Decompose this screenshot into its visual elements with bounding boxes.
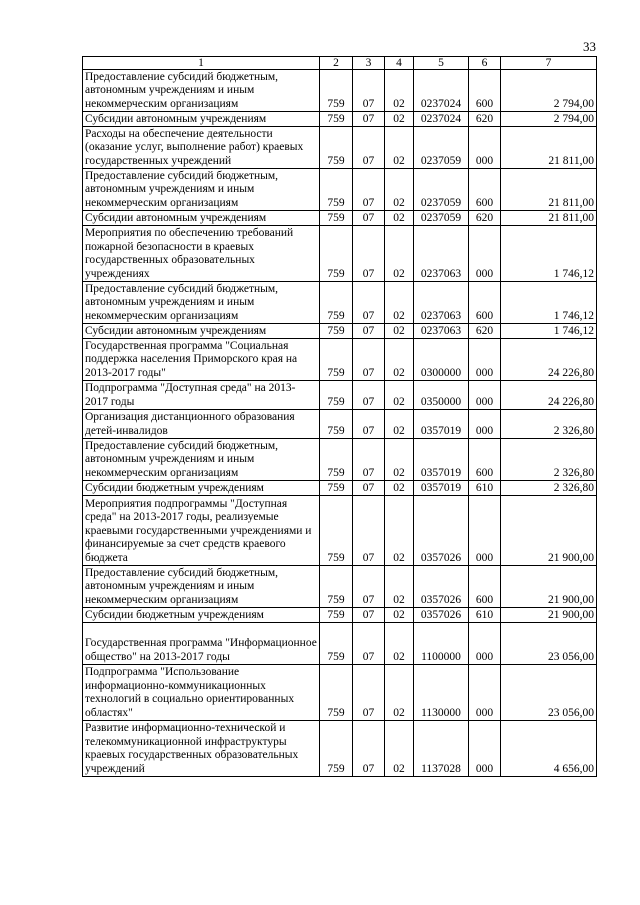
- table-row: [83, 226, 597, 282]
- expense-type-code: 000: [469, 226, 501, 282]
- expense-type-code: 000: [469, 665, 501, 721]
- amount: 23 056,00: [501, 665, 597, 721]
- subsection-code: 02: [385, 566, 414, 608]
- section-code: 07: [353, 381, 385, 410]
- column-header-2: 2: [320, 57, 353, 70]
- header-row: [83, 57, 597, 70]
- target-article-code: 0300000: [414, 339, 469, 381]
- expense-type-code: 000: [469, 339, 501, 381]
- section-code: 07: [353, 496, 385, 566]
- target-article-code: 1130000: [414, 665, 469, 721]
- row-name: Субсидии автономным учреждениям: [83, 112, 320, 127]
- amount: 21 900,00: [501, 496, 597, 566]
- amount: 1 746,12: [501, 282, 597, 324]
- amount: 1 746,12: [501, 226, 597, 282]
- target-article-code: 0357026: [414, 496, 469, 566]
- amount: 2 326,80: [501, 410, 597, 439]
- row-name: Субсидии автономным учреждениям: [83, 211, 320, 226]
- row-name: Мероприятия подпрограммы "Доступная среда" на 2013-2017 годы, реализуемые краевыми государственными учреждениями и финансируемые за счет средств краевого бюджета: [83, 496, 320, 566]
- row-name: Предоставление субсидий бюджетным, автономным учреждениям и иным некоммерческим организациям: [83, 70, 320, 112]
- ministry-code: 759: [320, 566, 353, 608]
- row-name: Организация дистанционного образования детей-инвалидов: [83, 410, 320, 439]
- target-article-code: 0237059: [414, 127, 469, 169]
- row-name: Предоставление субсидий бюджетным, автономным учреждениям и иным некоммерческим организациям: [83, 566, 320, 608]
- ministry-code: 759: [320, 410, 353, 439]
- ministry-code: 759: [320, 70, 353, 112]
- expense-type-code: 620: [469, 211, 501, 226]
- amount: 2 794,00: [501, 70, 597, 112]
- column-header-4: 4: [385, 57, 414, 70]
- amount: 21 811,00: [501, 169, 597, 211]
- row-name: Предоставление субсидий бюджетным, автономным учреждениям и иным некоммерческим организациям: [83, 169, 320, 211]
- subsection-code: 02: [385, 721, 414, 777]
- expense-type-code: 610: [469, 608, 501, 623]
- section-code: 07: [353, 211, 385, 226]
- section-code: 07: [353, 623, 385, 665]
- expense-type-code: 000: [469, 410, 501, 439]
- amount: 4 656,00: [501, 721, 597, 777]
- table-row: [83, 339, 597, 381]
- expense-type-code: 620: [469, 324, 501, 339]
- section-code: 07: [353, 721, 385, 777]
- target-article-code: 0237059: [414, 169, 469, 211]
- column-header-1: 1: [83, 57, 320, 70]
- expense-type-code: 600: [469, 566, 501, 608]
- section-code: 07: [353, 410, 385, 439]
- subsection-code: 02: [385, 481, 414, 496]
- section-code: 07: [353, 112, 385, 127]
- target-article-code: 0237059: [414, 211, 469, 226]
- target-article-code: 0357026: [414, 608, 469, 623]
- amount: 23 056,00: [501, 623, 597, 665]
- target-article-code: 0350000: [414, 381, 469, 410]
- expense-type-code: 000: [469, 381, 501, 410]
- expense-type-code: 000: [469, 127, 501, 169]
- subsection-code: 02: [385, 112, 414, 127]
- subsection-code: 02: [385, 665, 414, 721]
- ministry-code: 759: [320, 339, 353, 381]
- section-code: 07: [353, 282, 385, 324]
- ministry-code: 759: [320, 127, 353, 169]
- target-article-code: 1137028: [414, 721, 469, 777]
- section-code: 07: [353, 226, 385, 282]
- table-row: [83, 665, 597, 721]
- subsection-code: 02: [385, 623, 414, 665]
- target-article-code: 0357019: [414, 439, 469, 481]
- amount: 2 326,80: [501, 439, 597, 481]
- amount: 21 811,00: [501, 127, 597, 169]
- subsection-code: 02: [385, 70, 414, 112]
- row-name: Субсидии бюджетным учреждениям: [83, 608, 320, 623]
- expense-type-code: 000: [469, 496, 501, 566]
- ministry-code: 759: [320, 211, 353, 226]
- target-article-code: 0357019: [414, 410, 469, 439]
- ministry-code: 759: [320, 112, 353, 127]
- subsection-code: 02: [385, 439, 414, 481]
- row-name: Подпрограмма "Использование информационно-коммуникационных технологий в социально ориентированных областях": [83, 665, 320, 721]
- amount: 1 746,12: [501, 324, 597, 339]
- table-row: [83, 410, 597, 439]
- row-name: Государственная программа "Информационное общество" на 2013-2017 годы: [83, 623, 320, 665]
- target-article-code: 0357019: [414, 481, 469, 496]
- amount: 24 226,80: [501, 339, 597, 381]
- target-article-code: 0237024: [414, 112, 469, 127]
- column-header-3: 3: [353, 57, 385, 70]
- column-header-5: 5: [414, 57, 469, 70]
- page-number: 33: [583, 39, 596, 54]
- ministry-code: 759: [320, 721, 353, 777]
- section-code: 07: [353, 481, 385, 496]
- ministry-code: 759: [320, 381, 353, 410]
- section-code: 07: [353, 127, 385, 169]
- subsection-code: 02: [385, 324, 414, 339]
- row-name: Субсидии бюджетным учреждениям: [83, 481, 320, 496]
- column-header-7: 7: [501, 57, 597, 70]
- table-row: [83, 439, 597, 481]
- section-code: 07: [353, 608, 385, 623]
- table-row: [83, 324, 597, 339]
- expense-type-code: 600: [469, 282, 501, 324]
- expense-type-code: 600: [469, 70, 501, 112]
- subsection-code: 02: [385, 410, 414, 439]
- amount: 21 900,00: [501, 566, 597, 608]
- target-article-code: 0237063: [414, 282, 469, 324]
- target-article-code: 0357026: [414, 566, 469, 608]
- ministry-code: 759: [320, 665, 353, 721]
- section-code: 07: [353, 339, 385, 381]
- subsection-code: 02: [385, 211, 414, 226]
- table-row: [83, 169, 597, 211]
- table-row: [83, 381, 597, 410]
- ministry-code: 759: [320, 226, 353, 282]
- expense-type-code: 600: [469, 439, 501, 481]
- table-row: [83, 211, 597, 226]
- table-row: [83, 496, 597, 566]
- expense-type-code: 620: [469, 112, 501, 127]
- row-name: Предоставление субсидий бюджетным, автономным учреждениям и иным некоммерческим организациям: [83, 282, 320, 324]
- table-row: [83, 566, 597, 608]
- target-article-code: 1100000: [414, 623, 469, 665]
- amount: 24 226,80: [501, 381, 597, 410]
- subsection-code: 02: [385, 282, 414, 324]
- amount: 2 326,80: [501, 481, 597, 496]
- ministry-code: 759: [320, 481, 353, 496]
- row-name: Развитие информационно-технической и телекоммуникационной инфраструктуры краевых государственных образовательных учреждений: [83, 721, 320, 777]
- ministry-code: 759: [320, 324, 353, 339]
- row-name: Государственная программа "Социальная поддержка населения Приморского края на 2013-2017 годы": [83, 339, 320, 381]
- ministry-code: 759: [320, 623, 353, 665]
- amount: 2 794,00: [501, 112, 597, 127]
- expense-type-code: 610: [469, 481, 501, 496]
- table-row: [83, 112, 597, 127]
- section-code: 07: [353, 439, 385, 481]
- subsection-code: 02: [385, 496, 414, 566]
- table-row: [83, 127, 597, 169]
- row-name: Предоставление субсидий бюджетным, автономным учреждениям и иным некоммерческим организациям: [83, 439, 320, 481]
- table-row: [83, 282, 597, 324]
- table-row: [83, 608, 597, 623]
- subsection-code: 02: [385, 339, 414, 381]
- ministry-code: 759: [320, 439, 353, 481]
- section-code: 07: [353, 566, 385, 608]
- section-code: 07: [353, 70, 385, 112]
- row-name: Расходы на обеспечение деятельности (оказание услуг, выполнение работ) краевых государственных учреждений: [83, 127, 320, 169]
- row-name: Подпрограмма "Доступная среда" на 2013-2017 годы: [83, 381, 320, 410]
- subsection-code: 02: [385, 608, 414, 623]
- expense-type-code: 000: [469, 721, 501, 777]
- table-row: [83, 721, 597, 777]
- row-name: Мероприятия по обеспечению требований пожарной безопасности в краевых государственных образовательных учреждениях: [83, 226, 320, 282]
- column-header-6: 6: [469, 57, 501, 70]
- table-row: [83, 623, 597, 665]
- section-code: 07: [353, 324, 385, 339]
- budget-table: [82, 56, 597, 777]
- expense-type-code: 000: [469, 623, 501, 665]
- subsection-code: 02: [385, 381, 414, 410]
- section-code: 07: [353, 169, 385, 211]
- section-code: 07: [353, 665, 385, 721]
- target-article-code: 0237063: [414, 324, 469, 339]
- ministry-code: 759: [320, 496, 353, 566]
- target-article-code: 0237024: [414, 70, 469, 112]
- ministry-code: 759: [320, 169, 353, 211]
- amount: 21 900,00: [501, 608, 597, 623]
- target-article-code: 0237063: [414, 226, 469, 282]
- subsection-code: 02: [385, 127, 414, 169]
- subsection-code: 02: [385, 226, 414, 282]
- row-name: Субсидии автономным учреждениям: [83, 324, 320, 339]
- table-row: [83, 481, 597, 496]
- table-row: [83, 70, 597, 112]
- ministry-code: 759: [320, 608, 353, 623]
- subsection-code: 02: [385, 169, 414, 211]
- amount: 21 811,00: [501, 211, 597, 226]
- ministry-code: 759: [320, 282, 353, 324]
- expense-type-code: 600: [469, 169, 501, 211]
